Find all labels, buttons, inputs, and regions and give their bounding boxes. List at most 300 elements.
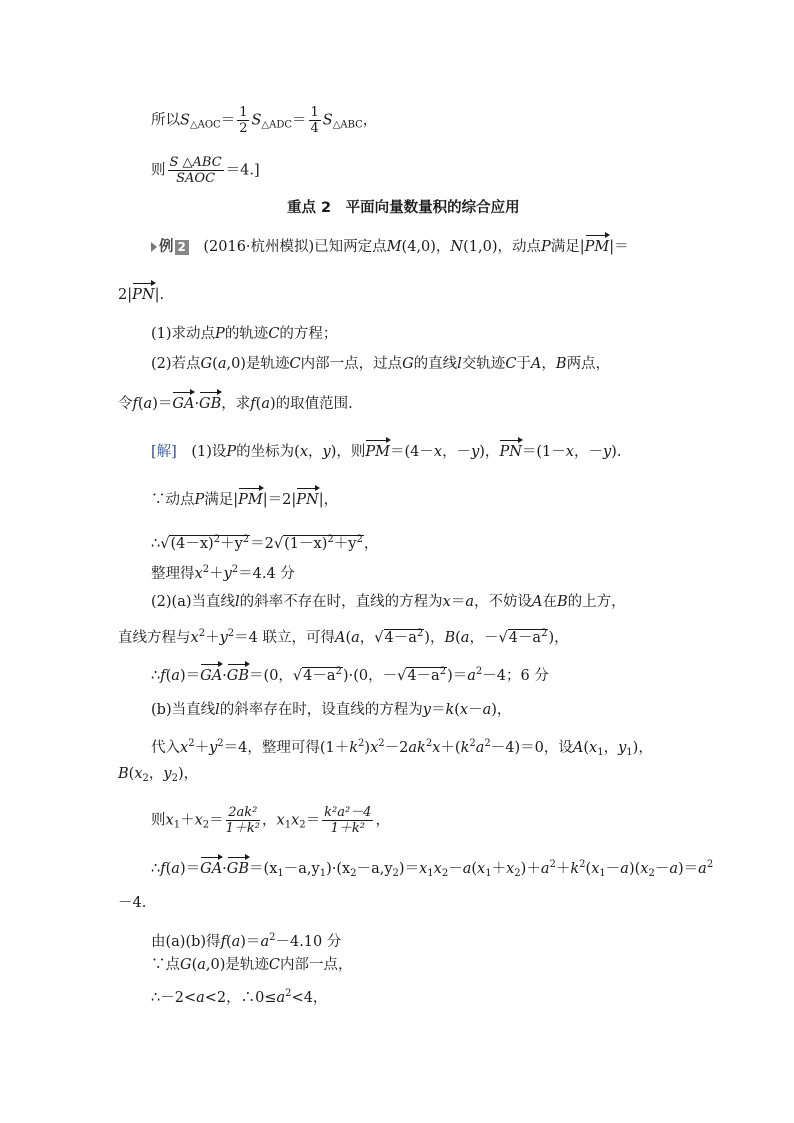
text: ( [191, 957, 198, 973]
superscript: 2 [285, 988, 292, 999]
var: l [215, 702, 220, 718]
fraction-one-quarter [309, 105, 321, 136]
text: (4－x) [170, 536, 214, 552]
text: ＝(4－ [389, 444, 434, 460]
numerator: 1 [310, 105, 319, 120]
text: ，－ [442, 444, 472, 460]
var: C [268, 957, 281, 973]
text: ( [345, 630, 352, 646]
var: k [445, 702, 455, 718]
var: x [565, 444, 574, 460]
solution-line-13 [118, 893, 146, 913]
text: ∵点 [151, 957, 180, 973]
vector-ga: GA [200, 668, 223, 684]
solution-line-14 [151, 928, 341, 952]
text: (1)求动点 [151, 326, 216, 342]
text: )， [548, 630, 569, 646]
text: ( [583, 740, 590, 756]
subscript: 1 [319, 868, 327, 879]
text: 于 [516, 356, 531, 372]
var: y [219, 630, 228, 646]
text: ＝ [430, 702, 446, 718]
text: )＝ [677, 861, 699, 877]
superscript: 2 [217, 738, 224, 749]
text: ，求 [221, 396, 251, 412]
text: ，－ [573, 444, 603, 460]
var: C [289, 356, 301, 372]
text: 4－a [303, 668, 336, 684]
text: 由(a)(b)得 [151, 934, 221, 950]
text: |， [318, 492, 339, 508]
text: 的斜率存在时，设直线的方程为 [219, 702, 423, 718]
text: (2)(a)当直线 [151, 594, 235, 610]
fraction-area-ratio [168, 155, 224, 186]
text: 满足| [550, 239, 585, 255]
vector-pm: PM [365, 444, 390, 460]
var: x [194, 566, 203, 582]
subscript: △ADC [261, 119, 293, 131]
var: y [422, 702, 431, 718]
text: ( [455, 630, 461, 646]
text: ( [471, 861, 478, 877]
text: )＋ [520, 861, 541, 877]
example-number-badge: 2 [175, 240, 189, 255]
subscript: 2 [350, 868, 357, 879]
text: 4－a [508, 630, 542, 646]
text: 两点， [566, 356, 611, 372]
fraction-sum [226, 805, 260, 836]
text: 内部一点，过点 [300, 356, 403, 372]
superscript: 2 [227, 628, 235, 639]
var: a [261, 396, 270, 412]
var: l [457, 356, 462, 372]
text: )，则 [330, 444, 366, 460]
text: ， [262, 812, 277, 829]
var: y [602, 444, 612, 460]
text: － [605, 861, 621, 877]
var: x [442, 594, 451, 610]
text: ( [165, 668, 172, 684]
var: x [134, 766, 143, 782]
subscript: 1 [284, 819, 292, 831]
var: a [231, 934, 241, 950]
text: ∴－2< [151, 990, 197, 1006]
solution-line-5 [151, 592, 626, 612]
text: ＝(0， [249, 668, 293, 684]
text: 交轨迹 [461, 356, 506, 372]
text: ∴ [151, 861, 161, 877]
question-1 [151, 324, 337, 344]
var: ak [408, 740, 426, 756]
var: a [460, 630, 470, 646]
var: a [143, 396, 153, 412]
text: )＝ [179, 861, 201, 877]
radicand [169, 535, 250, 552]
solution-line-3 [151, 530, 378, 554]
text: )·(x [326, 861, 351, 877]
var: B [118, 766, 129, 782]
text: (1,0)，动点 [463, 239, 541, 255]
var: x [591, 861, 600, 877]
text: ＝(1－ [521, 444, 566, 460]
vector-ga: GA [200, 861, 223, 877]
text: |＝ [609, 239, 629, 255]
text: ，不妨设 [473, 594, 532, 610]
text: ＝(x [249, 861, 278, 877]
text: 则 [151, 162, 166, 179]
subscript: 2 [441, 868, 449, 879]
vector-pn: PN [132, 287, 155, 303]
text: － [654, 861, 670, 877]
denominator: SAOC [176, 171, 216, 186]
text: 的坐标为( [236, 444, 300, 460]
text: (2)若点 [151, 356, 201, 372]
numerator: 2ak² [226, 805, 260, 821]
var: a [482, 702, 492, 718]
text: )＝ [179, 668, 201, 684]
subscript: 2 [648, 868, 655, 879]
superscript: 2 [416, 628, 424, 639]
text: ， [541, 356, 556, 372]
var: x [640, 861, 649, 877]
text: ＋y [220, 536, 243, 552]
question-2 [151, 354, 610, 374]
superscript: 2 [269, 932, 276, 943]
solution-line-1 [151, 442, 621, 462]
text: (1)设 [176, 444, 227, 460]
var: a [475, 740, 485, 756]
var: C [268, 326, 280, 342]
superscript: 2 [541, 628, 548, 639]
var: y [163, 766, 172, 782]
text: ) [364, 740, 371, 756]
var: A [572, 740, 584, 756]
var: a [217, 356, 227, 372]
superscript: 2 [439, 666, 447, 677]
text: 整理得 [151, 566, 195, 582]
superscript: 2 [202, 564, 210, 575]
text: －4；6 分 [482, 668, 549, 684]
var: k [349, 740, 359, 756]
var: f [220, 934, 226, 950]
text: ＝ [305, 812, 321, 829]
vector-ga: GA [172, 396, 195, 412]
text: －a [356, 861, 380, 877]
var: x [165, 812, 174, 829]
var: a [462, 861, 472, 877]
sqrt-expression: $√(1-x)^2+y^2$ [273, 534, 363, 552]
text: 的方程； [279, 326, 338, 342]
text: ， [148, 766, 164, 782]
solution-line-9 [151, 734, 653, 763]
text: ＋ [491, 861, 507, 877]
var: A [334, 630, 346, 646]
subscript: 1 [427, 868, 434, 879]
sqrt-expression: $√4-a^2$ [397, 666, 447, 684]
var: y [322, 444, 331, 460]
var: B [444, 630, 456, 646]
fraction-one-half [237, 105, 249, 136]
var: f [160, 861, 166, 877]
var: x [180, 740, 189, 756]
text: ， [308, 444, 323, 460]
text: ＝4 联立，可得 [234, 630, 335, 646]
text: ( [128, 766, 135, 782]
vector-pm: PM [584, 239, 610, 255]
var: k [570, 861, 580, 877]
subscript: △ABC [332, 119, 363, 131]
superscript: 2 [335, 666, 342, 677]
superscript: 2 [188, 738, 195, 749]
text: 代入 [151, 740, 180, 756]
text: ( [255, 396, 262, 412]
text: 4－a [407, 668, 440, 684]
text: |. [154, 287, 165, 303]
var: y [209, 740, 218, 756]
numerator: k²a²－4 [324, 805, 372, 820]
var: x [506, 861, 515, 877]
question-2-cont [118, 394, 353, 414]
text: ＝ [292, 112, 307, 129]
symbol-s: S [251, 112, 262, 129]
text: ， [375, 812, 390, 829]
text: ( [212, 356, 218, 372]
example-label: 例 [159, 239, 174, 255]
text: ( [454, 702, 460, 718]
proof-line-ratio-result [151, 155, 260, 186]
radicand [508, 629, 549, 646]
numerator: S △ABC [169, 155, 222, 170]
sqrt-expression: $√4-a^2$ [374, 628, 424, 646]
text: ， [362, 112, 378, 129]
text: ＋y [333, 536, 357, 552]
symbol-s: S [180, 112, 190, 129]
section-heading: 重点 2 平面向量数量积的综合应用 [287, 200, 520, 216]
var: x [459, 702, 469, 718]
var: a [351, 630, 360, 646]
radicand [302, 667, 343, 684]
text: 在 [542, 594, 557, 610]
text: 直线方程与 [118, 630, 191, 646]
denominator: 1＋k² [330, 821, 365, 836]
var: P [540, 239, 551, 255]
text: 的上方， [567, 594, 626, 610]
subscript: △AOC [189, 119, 221, 131]
var: y [223, 566, 232, 582]
var: x [190, 630, 199, 646]
text: ＋( [440, 740, 461, 756]
text: )＝ [447, 668, 468, 684]
text: )( [628, 861, 641, 877]
text: (b)当直线 [151, 702, 216, 718]
text: 令 [118, 396, 133, 412]
text: ( [585, 861, 592, 877]
var: a [467, 668, 476, 684]
fraction-product [322, 805, 373, 836]
solution-line-10 [118, 764, 198, 789]
text: ( [137, 396, 144, 412]
text: 所以 [151, 112, 180, 129]
var: x [370, 740, 379, 756]
text: 的斜率不存在时，直线的方程为 [239, 594, 443, 610]
text: ). [611, 444, 622, 460]
superscript: 2 [469, 738, 476, 749]
numerator: 1 [239, 105, 248, 120]
solution-line-12 [151, 855, 713, 884]
text: ∴ [151, 536, 161, 552]
superscript: 2 [706, 859, 714, 870]
var: a [276, 990, 286, 1006]
superscript: 2 [484, 738, 491, 749]
text: ∵动点 [151, 492, 195, 508]
var: x [419, 861, 428, 877]
solution-line-2 [151, 490, 338, 510]
text: ＋ [180, 812, 195, 829]
var: B [555, 356, 567, 372]
var: x [299, 444, 308, 460]
subscript: 2 [514, 868, 521, 879]
var: f [132, 396, 138, 412]
var: x [276, 812, 285, 829]
example-statement-cont [118, 285, 164, 305]
text: ＋ [205, 630, 220, 646]
text: ＝ [209, 812, 224, 829]
superscript: 2 [475, 666, 483, 677]
text: ＝4.4 分 [238, 566, 295, 582]
text: ＋ [209, 566, 224, 582]
superscript: 2 [425, 738, 433, 749]
denominator: 1＋k² [225, 821, 260, 836]
text: － [448, 861, 463, 877]
solution-line-4 [151, 560, 295, 584]
text: ( [225, 934, 232, 950]
vector-pn: PN [499, 444, 522, 460]
solution-line-16 [151, 984, 327, 1008]
text: · [194, 396, 200, 412]
vector-pm: PM [238, 492, 263, 508]
var: a [465, 594, 474, 610]
example-statement [151, 237, 629, 257]
var: C [505, 356, 517, 372]
var: a [260, 934, 270, 950]
text: )的取值范围. [270, 396, 353, 412]
text: ( [165, 861, 172, 877]
proof-line-area-ratio [151, 105, 377, 136]
text: <4， [291, 990, 328, 1006]
arrow-icon [151, 242, 157, 252]
superscript: 2 [198, 628, 206, 639]
superscript: 2 [356, 534, 363, 545]
text: －4)＝0，设 [490, 740, 573, 756]
text: ，－ [469, 630, 499, 646]
superscript: 2 [579, 859, 586, 870]
solution-line-15 [151, 955, 353, 975]
subscript: 1 [173, 819, 181, 831]
subscript: 1 [485, 868, 492, 879]
text: · [222, 861, 227, 877]
var: B [556, 594, 568, 610]
subscript: 1 [599, 868, 606, 879]
superscript: 2 [378, 738, 385, 749]
text: )， [491, 702, 512, 718]
var: x [433, 444, 443, 460]
text: ＋ [555, 861, 571, 877]
subscript: 2 [392, 868, 399, 879]
var: a [620, 861, 629, 877]
var: G [200, 356, 213, 372]
var: a [540, 861, 550, 877]
sqrt-expression: $√4-a^2$ [292, 666, 342, 684]
superscript: 2 [549, 859, 556, 870]
text: <2，∴0≤ [204, 990, 277, 1006]
var: x [433, 861, 442, 877]
radicand [384, 629, 425, 646]
text: －4. [118, 895, 147, 911]
text: )， [424, 630, 445, 646]
var: y [471, 444, 480, 460]
text: ∴ [151, 668, 161, 684]
symbol-s: S [322, 112, 333, 129]
text: 的直线 [413, 356, 458, 372]
text: ＝ [220, 112, 236, 129]
text: 则 [151, 812, 166, 829]
text: 满足| [204, 492, 239, 508]
text: (4,0)， [401, 239, 451, 255]
var: y [618, 740, 627, 756]
var: x [589, 740, 598, 756]
subscript: 1 [626, 747, 633, 758]
text: ,0)是轨迹 [226, 356, 290, 372]
var: P [194, 492, 205, 508]
var: x [432, 740, 441, 756]
solution-line-7 [151, 662, 549, 686]
superscript: 2 [231, 564, 239, 575]
var: x [194, 812, 203, 829]
var: f [250, 396, 256, 412]
subscript: 2 [142, 773, 149, 784]
text: ＝2 [250, 536, 274, 552]
solution-label: [解] [151, 444, 177, 460]
text: ， [603, 740, 619, 756]
text: ＝4，整理可得(1＋ [223, 740, 350, 756]
text: 4－a [384, 630, 417, 646]
var: x [291, 812, 300, 829]
radicand [283, 535, 364, 552]
text: 2| [118, 287, 133, 303]
subscript: 1 [597, 747, 604, 758]
text: ,0)是轨迹 [205, 957, 269, 973]
superscript: 2 [327, 534, 334, 545]
text: )， [177, 766, 199, 782]
subscript: 2 [299, 819, 306, 831]
text: ＝ [450, 594, 466, 610]
var: N [450, 239, 464, 255]
var: f [160, 668, 166, 684]
text: ,y [379, 861, 393, 877]
sqrt-expression: $√4-a^2$ [498, 628, 548, 646]
radicand [406, 667, 447, 684]
var: M [386, 239, 402, 255]
var: G [180, 957, 192, 973]
solution-line-8 [151, 700, 511, 720]
text: (1－x) [284, 536, 328, 552]
subscript: 1 [277, 868, 284, 879]
text: )·(0，－ [342, 668, 398, 684]
text: －4.10 分 [275, 934, 342, 950]
vector-gb: GB [226, 668, 250, 684]
text: )， [479, 444, 500, 460]
text: ＝4.] [225, 162, 260, 179]
